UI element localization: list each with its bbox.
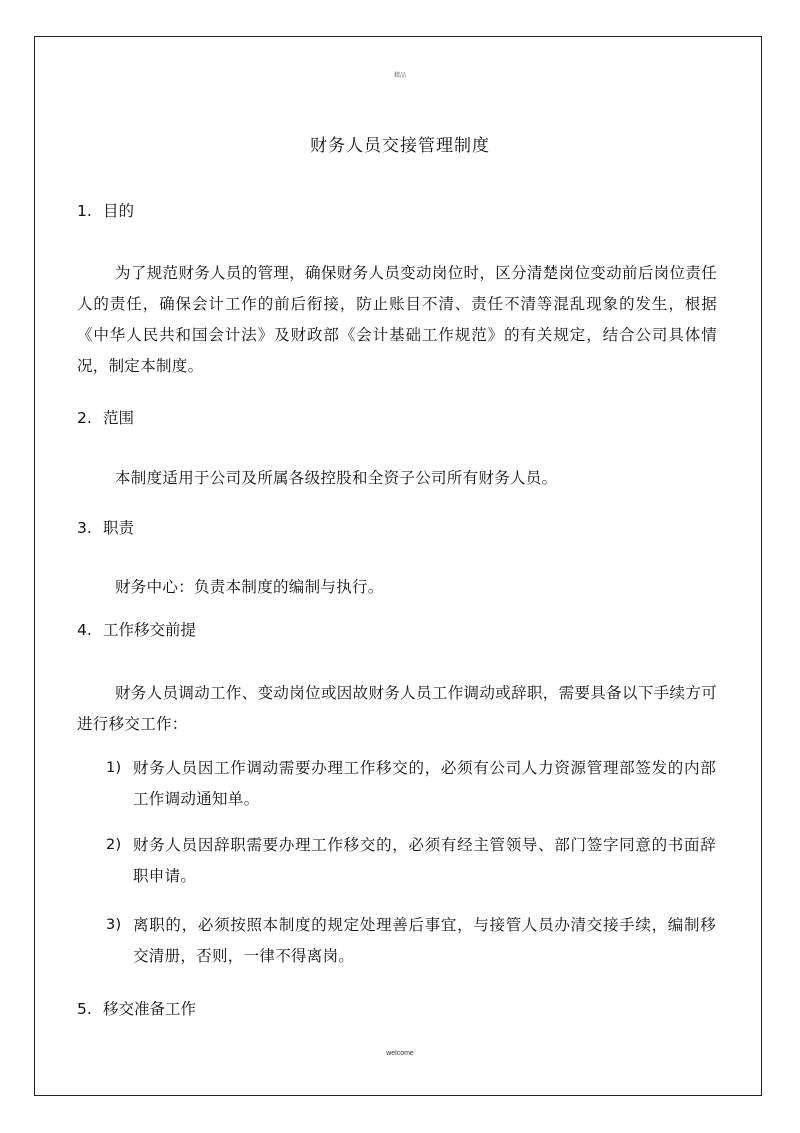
section-title: 移交准备工作 xyxy=(103,1000,197,1018)
section-title: 职责 xyxy=(103,519,135,537)
footer-mark: welcome xyxy=(386,1050,414,1057)
section-number: 4. xyxy=(77,621,92,639)
section-number: 2. xyxy=(77,409,92,427)
section-number: 3. xyxy=(77,519,92,537)
section-number: 1. xyxy=(77,202,92,220)
section-heading-purpose xyxy=(77,200,134,222)
section-heading-premise xyxy=(77,619,196,641)
section-title: 工作移交前提 xyxy=(103,621,197,639)
section-heading-duty xyxy=(77,517,134,539)
paragraph-scope: 本制度适用于公司及所属各级控股和全资子公司所有财务人员。 xyxy=(115,469,558,487)
list-item-number: 2) xyxy=(106,837,122,853)
paragraph-premise: 财务人员调动工作、变动岗位或因故财务人员工作调动或辞职，需要具备以下手续方可进行移交工作： xyxy=(77,684,717,733)
list-item-number: 1) xyxy=(106,760,122,776)
list-item-text: 财务人员因辞职需要办理工作移交的，必须有经主管领导、部门签字同意的书面辞职申请。 xyxy=(133,836,716,885)
list-item xyxy=(106,830,716,892)
list-item-text: 财务人员因工作调动需要办理工作移交的，必须有公司人力资源管理部签发的内部工作调动通知单。 xyxy=(133,759,716,808)
list-item xyxy=(106,910,716,972)
list-item xyxy=(106,753,716,815)
list-item-text: 离职的，必须按照本制度的规定处理善后事宜，与接管人员办清交接手续，编制移交清册，否则，一律不得离岗。 xyxy=(133,916,716,965)
section-heading-scope xyxy=(77,407,134,429)
section-heading-preparation xyxy=(77,998,196,1020)
paragraph-purpose: 为了规范财务人员的管理，确保财务人员变动岗位时，区分清楚岗位变动前后岗位责任人的责任，确保会计工作的前后衔接，防止账目不清、责任不清等混乱现象的发生，根据《中华人民共和国会计法》及财政部《会计基础工作规范》的有关规定，结合公司具体情况，制定本制度。 xyxy=(77,264,717,375)
header-mark: 精品 xyxy=(393,72,406,79)
section-title: 目的 xyxy=(103,202,135,220)
section-title: 范围 xyxy=(103,409,135,427)
list-item-number: 3) xyxy=(106,917,122,933)
paragraph-duty: 财务中心：负责本制度的编制与执行。 xyxy=(115,578,384,596)
document-title: 财务人员交接管理制度 xyxy=(310,136,490,156)
section-number: 5. xyxy=(77,1000,92,1018)
